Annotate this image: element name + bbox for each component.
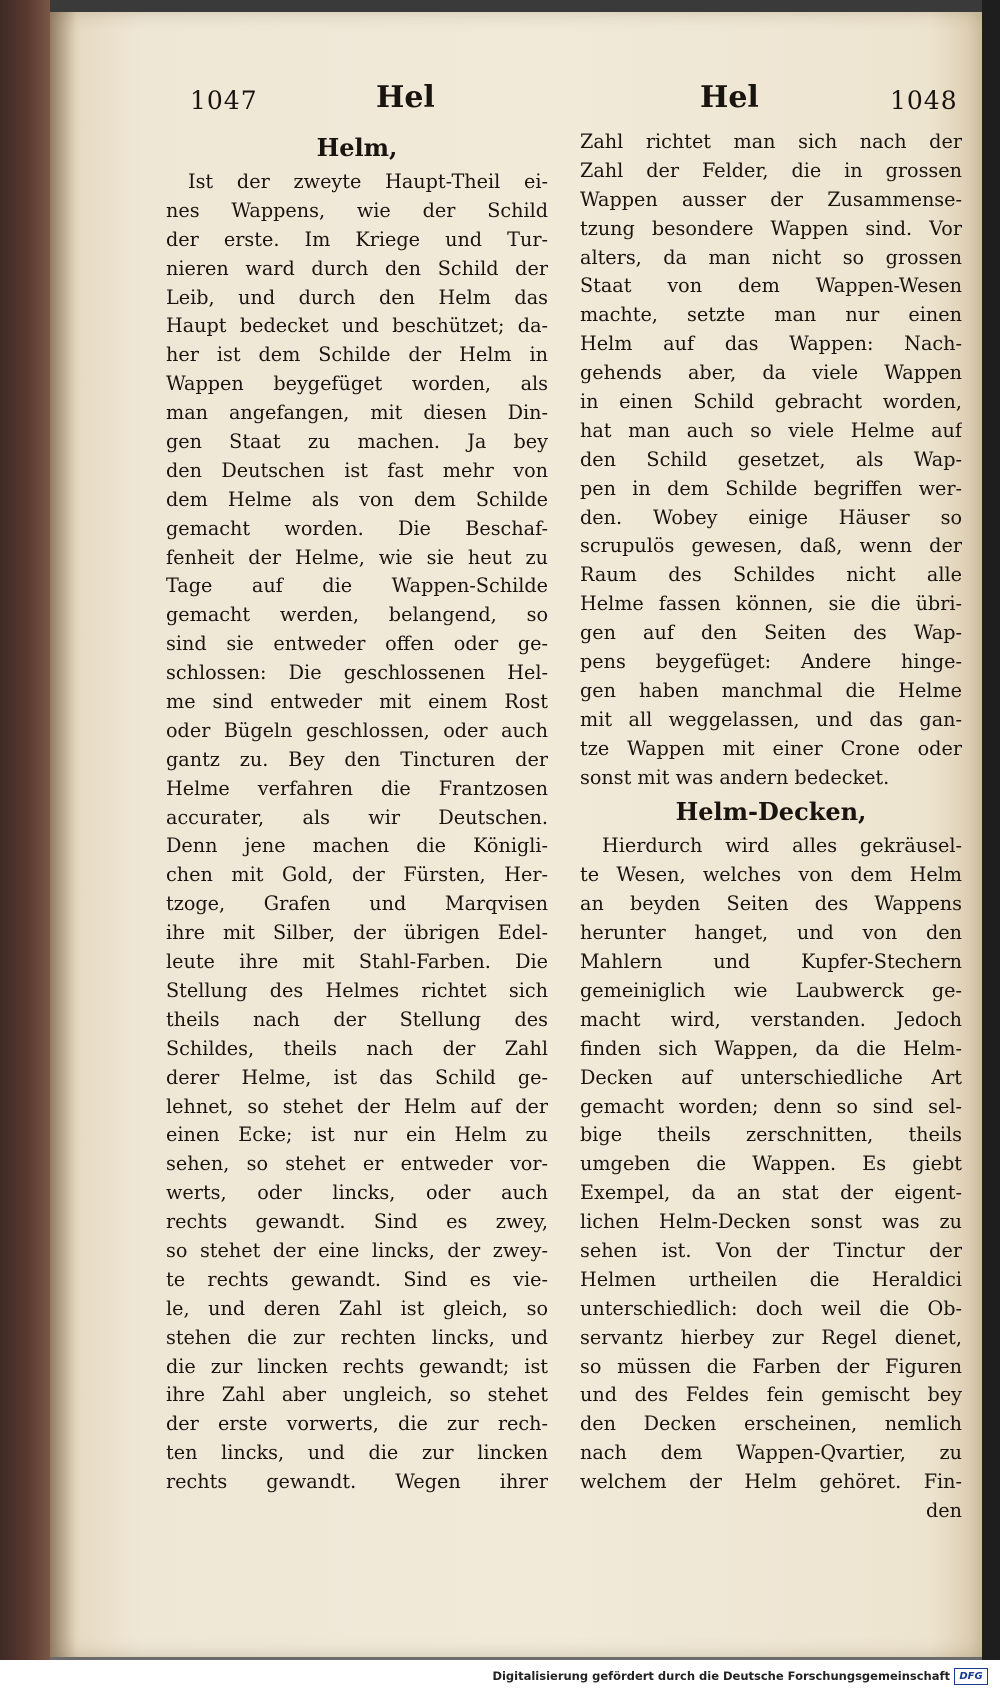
text-line: gen auf den Seiten des Wap- [580,621,962,645]
text-line: hat man auch so viele Helme auf [580,418,962,442]
text-line: so müssen die Farben der Figuren [580,1354,962,1378]
text-line: te Wesen, welches von dem Helm [580,863,962,887]
text-line: unterschiedlich: doch weil die Ob- [580,1296,962,1320]
text-line: le, und deren Zahl ist gleich, so [166,1296,548,1320]
text-line: Tage auf die Wappen-Schilde [166,574,548,598]
footer-credit: Digitalisierung gefördert durch die Deutsche Forschungsgemeinschaft [492,1669,950,1683]
text-line: leute ihre mit Stahl-Farben. Die [166,950,548,974]
text-line: Ist der zweyte Haupt-Theil ei- [188,170,548,193]
text-line: Helme fassen können, sie die übri- [580,592,962,616]
text-line: tzoge, Grafen und Marqvisen [166,892,548,916]
text-line: den Schild gesetzet, als Wap- [580,447,962,471]
text-line: umgeben die Wappen. Es giebt [580,1152,962,1176]
section-title-helm-decken: Helm-Decken, [675,797,867,827]
text-line: Denn jene machen die Königli- [166,834,548,858]
left-column [166,128,548,1497]
text-line: einen Ecke; ist nur ein Helm zu [166,1123,548,1147]
left-column-text [166,168,548,1497]
text-line: Hierdurch wird alles gekräusel- [602,834,962,858]
text-line: nes Wappens, wie der Schild [166,198,548,222]
text-line: Helme verfahren die Frantzosen [166,776,548,800]
text-line: Schildes, theils nach der Zahl [166,1036,548,1060]
text-line: finden sich Wappen, da die Helm- [580,1036,962,1060]
text-line: man angefangen, mit diesen Din- [166,401,548,425]
text-line: chen mit Gold, der Fürsten, Her- [166,863,548,887]
gutter-shadow [50,12,76,1657]
text-line: gemacht worden. Die Beschaf- [166,516,548,540]
text-line: Haupt bedecket und beschützet; da- [166,314,548,338]
text-line: Helm auf das Wappen: Nach- [580,332,962,356]
text-line: sind sie entweder offen oder ge- [166,632,548,656]
left-page-number: 1047 [190,86,258,115]
section-title-helm: Helm, [316,133,398,162]
text-line: sehen ist. Von der Tinctur der [580,1238,962,1262]
text-line: tzung besondere Wappen sind. Vor [580,216,962,240]
text-line: den Decken erscheinen, nemlich [580,1412,962,1436]
text-line: me sind entweder mit einem Rost [166,690,548,714]
text-line: nach dem Wappen-Qvartier, zu [580,1441,962,1465]
footer-bar [0,1660,1000,1692]
text-line: welchem der Helm gehöret. Fin- [580,1470,962,1494]
text-line: Zahl der Felder, die in grossen [580,158,962,182]
text-line: Helmen urtheilen die Heraldici [580,1267,962,1291]
text-line: gehends aber, da viele Wappen [580,361,962,385]
text-line: bige theils zerschnitten, theils [580,1123,962,1147]
text-line: Zahl richtet man sich nach der [580,130,962,153]
text-line: fenheit der Helme, wie sie heut zu [166,545,548,569]
text-line: ihre mit Silber, der übrigen Edel- [166,921,548,945]
right-column-text-top [580,128,962,792]
right-running-head: Hel [700,80,759,115]
text-line: gemacht worden; denn so sind sel- [580,1094,962,1118]
text-line: werts, oder lincks, oder auch [166,1181,548,1205]
text-line: lichen Helm-Decken sonst was zu [580,1210,962,1234]
text-line: Exempel, da an stat der eigent- [580,1181,962,1205]
text-line: gemacht werden, belangend, so [166,603,548,627]
text-line: Stellung des Helmes richtet sich [166,978,548,1002]
text-line: rechts gewandt. Wegen ihrer [166,1470,548,1494]
text-line: rechts gewandt. Sind es zwey, [166,1210,548,1234]
text-line: Leib, und durch den Helm das [166,285,548,309]
text-line: Mahlern und Kupfer-Stechern [580,950,962,974]
text-line: schlossen: Die geschlossenen Hel- [166,661,548,685]
text-line: derer Helme, ist das Schild ge- [166,1065,548,1089]
text-line: scrupulös gewesen, daß, wenn der [580,534,962,558]
text-line: pen in dem Schilde begriffen wer- [580,476,962,500]
text-line: den. Wobey einige Häuser so [580,505,962,529]
text-line: die zur lincken rechts gewandt; ist [166,1354,548,1378]
text-line: ten lincks, und die zur lincken [166,1441,548,1465]
text-line: te rechts gewandt. Sind es vie- [166,1267,548,1291]
text-line: lehnet, so stehet der Helm auf der [166,1094,548,1118]
text-line: den Deutschen ist fast mehr von [166,458,548,482]
text-line: und des Feldes fein gemischt bey [580,1383,962,1407]
text-line: oder Bügeln geschlossen, oder auch [166,718,548,742]
text-line: Wappen beygefüget worden, als [166,372,548,396]
text-line: Decken auf unterschiedliche Art [580,1065,962,1089]
text-line: tze Wappen mit einer Crone oder [580,736,962,760]
text-line: sehen, so stehet er entweder vor- [166,1152,548,1176]
text-line: der erste vorwerts, die zur rech- [166,1412,548,1436]
right-page-number: 1048 [890,86,958,115]
text-line: servantz hierbey zur Regel dienet, [580,1325,962,1349]
text-line: pens beygefüget: Andere hinge- [580,650,962,674]
text-line: sonst mit was andern bedecket. [580,765,890,789]
text-line: nieren ward durch den Schild der [166,256,548,280]
text-line: her ist dem Schilde der Helm in [166,343,548,367]
left-running-head: Hel [376,80,435,115]
scan-right-strip [982,0,1000,1660]
text-line: stehen die zur rechten lincks, und [166,1325,548,1349]
book-edge [0,0,50,1660]
right-column [580,128,962,1526]
text-line: gen haben manchmal die Helme [580,678,962,702]
text-line: Staat von dem Wappen-Wesen [580,274,962,298]
catchword: den [926,1498,962,1522]
text-line: ihre Zahl aber ungleich, so stehet [166,1383,548,1407]
text-line: theils nach der Stellung des [166,1007,548,1031]
right-column-text-bottom [580,832,962,1496]
text-line: an beyden Seiten des Wappens [580,892,962,916]
text-line: herunter hanget, und von den [580,921,962,945]
text-line: gemeiniglich wie Laubwerck ge- [580,978,962,1002]
text-line: so stehet der eine lincks, der zwey- [166,1238,548,1262]
text-line: gantz zu. Bey den Tincturen der [166,747,548,771]
text-line: machte, setzte man nur einen [580,303,962,327]
text-line: accurater, als wir Deutschen. [166,805,548,829]
text-line: der erste. Im Kriege und Tur- [166,227,548,251]
dfg-logo: DFG [954,1668,988,1685]
text-line: mit all weggelassen, und das gan- [580,707,962,731]
text-line: gen Staat zu machen. Ja bey [166,430,548,454]
text-line: dem Helme als von dem Schilde [166,487,548,511]
text-line: Wappen ausser der Zusammense- [580,187,962,211]
text-line: alters, da man nicht so grossen [580,245,962,269]
text-line: macht wird, verstanden. Jedoch [580,1007,962,1031]
text-line: in einen Schild gebracht worden, [580,390,962,414]
text-line: Raum des Schildes nicht alle [580,563,962,587]
